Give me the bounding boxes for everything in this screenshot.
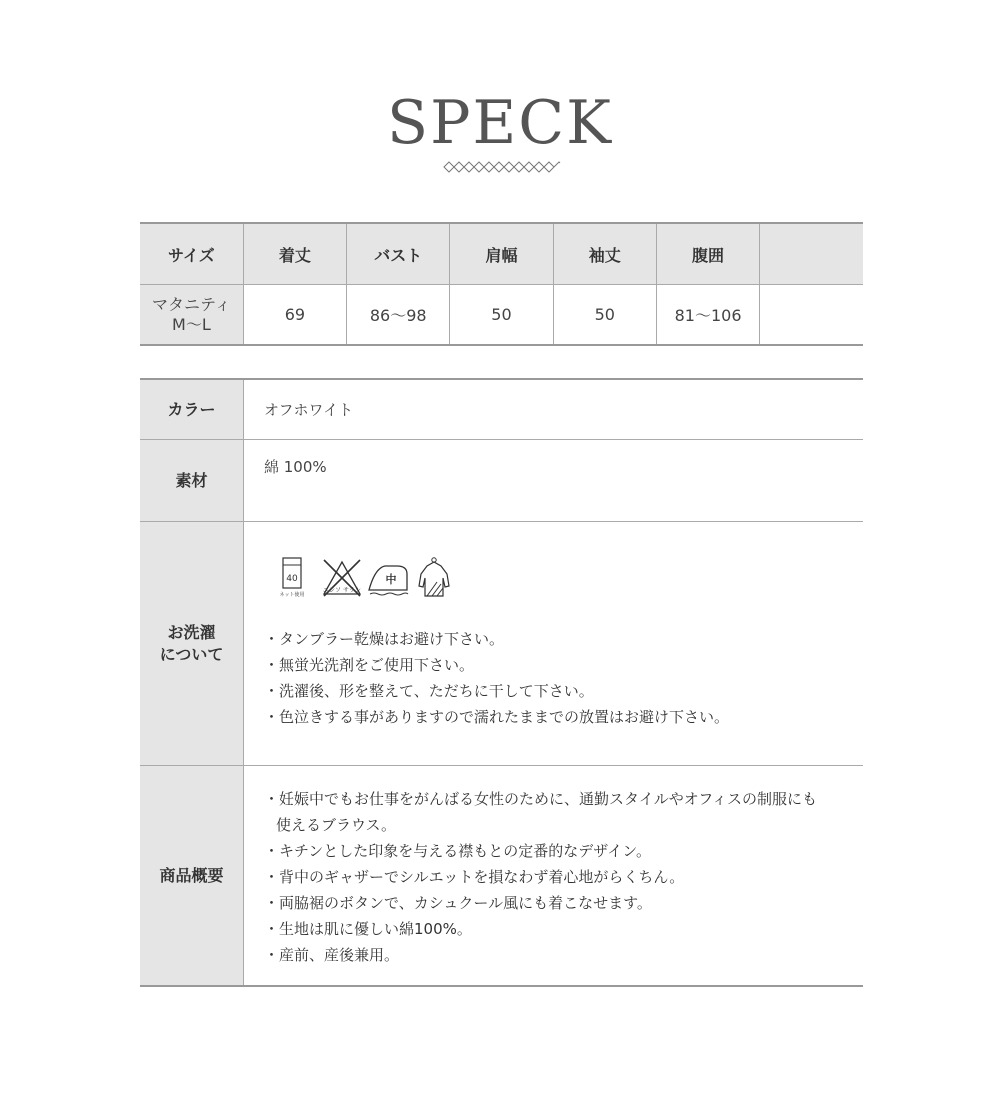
info-table <box>140 378 863 987</box>
no-bleach-icon <box>321 556 363 598</box>
summary-note: ・背中のギャザーでシルエットを損なわず着心地がらくちん。 <box>264 868 685 886</box>
header-waist: 腹囲 <box>656 223 759 285</box>
wash-row <box>140 522 863 766</box>
page-title: SPECK <box>386 88 613 158</box>
header-length: 着丈 <box>243 223 346 285</box>
size-table-row <box>140 285 863 346</box>
material-value: 綿 100% <box>244 440 864 522</box>
wash-notes <box>264 626 863 730</box>
summary-label: 商品概要 <box>140 766 244 987</box>
size-line-2: M〜L <box>172 314 211 334</box>
summary-content <box>244 766 864 987</box>
color-label: カラー <box>140 379 244 440</box>
sleeve-value: 50 <box>553 285 656 346</box>
header-sleeve: 袖丈 <box>553 223 656 285</box>
size-table-header-row <box>140 223 863 285</box>
summary-note: ・キチンとした印象を与える襟もとの定番的なデザイン。 <box>264 842 652 860</box>
wash-note: ・洗濯後、形を整えて、ただちに干して下さい。 <box>264 682 594 700</box>
wash-content <box>244 522 864 766</box>
material-label: 素材 <box>140 440 244 522</box>
header-size: サイズ <box>140 223 243 285</box>
summary-note: ・生地は肌に優しい綿100%。 <box>264 920 472 938</box>
summary-note: ・産前、産後兼用。 <box>264 946 400 964</box>
material-row <box>140 440 863 522</box>
size-cell <box>140 285 243 346</box>
wash-label-line-2: について <box>159 644 224 664</box>
iron-medium-icon <box>367 556 409 598</box>
shade-hang-dry-icon <box>413 556 455 598</box>
wash-note: ・無蛍光洗剤をご使用下さい。 <box>264 656 475 674</box>
wash-note: ・タンブラー乾燥はお避け下さい。 <box>264 630 505 648</box>
length-value: 69 <box>243 285 346 346</box>
hand-wash-40-icon <box>275 556 317 598</box>
bust-value: 86〜98 <box>347 285 450 346</box>
size-table <box>140 222 863 346</box>
summary-note-continuation: 使えるブラウス。 <box>276 816 397 834</box>
empty-value <box>760 285 863 346</box>
size-line-1: マタニティ <box>152 294 231 314</box>
waist-value: 81〜106 <box>656 285 759 346</box>
header-bust: バスト <box>347 223 450 285</box>
svg-text:中: 中 <box>385 573 397 586</box>
color-value: オフホワイト <box>264 401 354 419</box>
svg-text:ネット使用: ネット使用 <box>279 592 305 598</box>
summary-note: ・両脇裾のボタンで、カシュクール風にも着こなせます。 <box>264 894 652 912</box>
wash-note: ・色泣きする事がありますので濡れたままでの放置はお避け下さい。 <box>264 708 730 726</box>
color-row <box>140 379 863 440</box>
header-shoulder: 肩幅 <box>450 223 553 285</box>
summary-note <box>264 786 863 838</box>
header-empty <box>760 223 863 285</box>
svg-text:エンソ サラシ: エンソ サラシ <box>323 587 361 594</box>
summary-row <box>140 766 863 987</box>
wash-label-line-1: お洗濯 <box>167 622 216 642</box>
diamond-divider-icon <box>443 161 561 173</box>
shoulder-value: 50 <box>450 285 553 346</box>
wash-label <box>140 522 244 766</box>
summary-note-line: ・妊娠中でもお仕事をがんばる女性のために、通勤スタイルやオフィスの制服にも <box>264 790 818 808</box>
svg-text:40: 40 <box>286 574 298 584</box>
care-icons <box>275 556 863 598</box>
summary-notes <box>264 786 863 968</box>
